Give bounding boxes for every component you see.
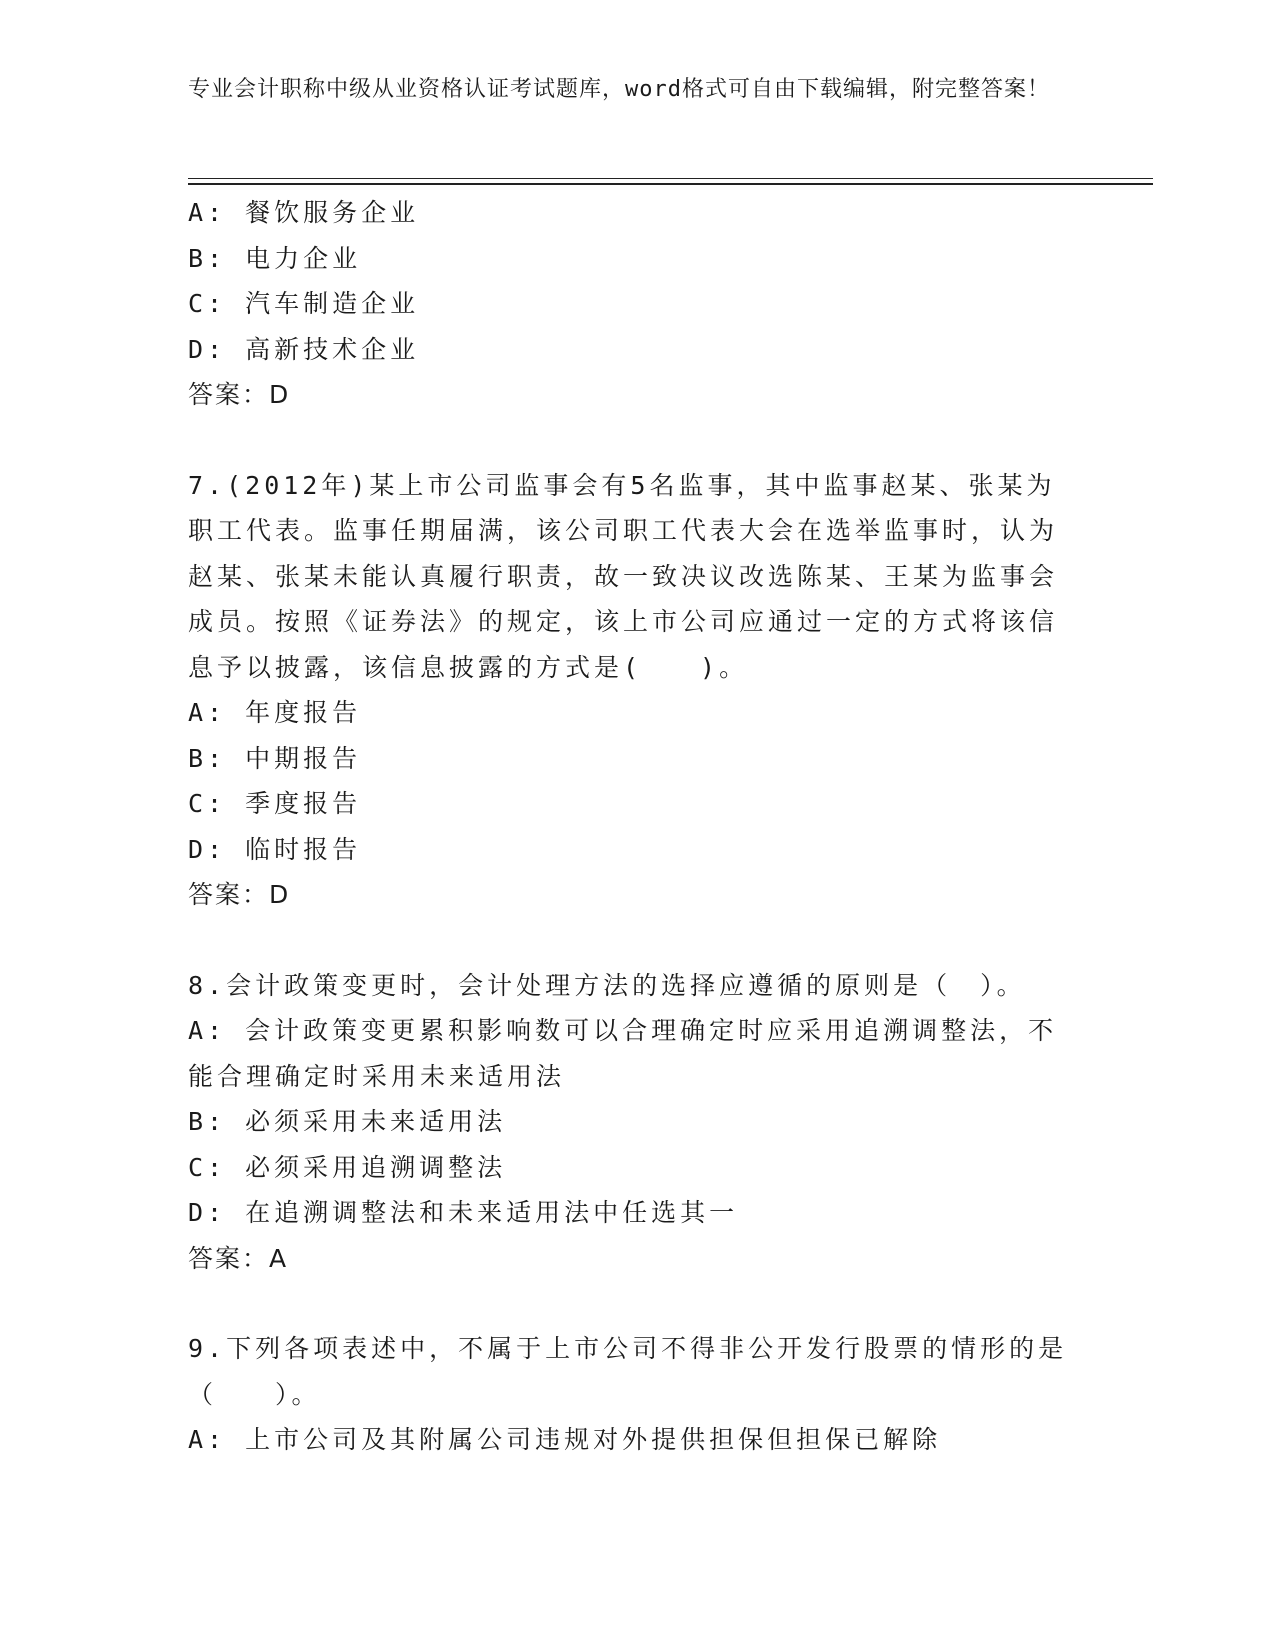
option-c: C: 季度报告 [188, 789, 362, 818]
header-divider-thick [188, 183, 1153, 185]
option-c: C: 汽车制造企业 [188, 289, 420, 318]
page-header: 专业会计职称中级从业资格认证考试题库，word格式可自由下载编辑，附完整答案！ [188, 77, 1050, 102]
question-block-9 [188, 1326, 1088, 1463]
header-divider-thin [188, 178, 1153, 179]
option-a: A: 上市公司及其附属公司违规对外提供担保但担保已解除 [188, 1425, 942, 1454]
option-a: A: 年度报告 [188, 698, 362, 727]
option-b: B: 中期报告 [188, 743, 362, 773]
option-d: D: 临时报告 [188, 834, 362, 864]
question-stem: 8.会计政策变更时，会计处理方法的选择应遵循的原则是（ ）。 [188, 970, 1026, 1000]
question-block-prev [188, 190, 1088, 418]
question-block-8 [188, 963, 1088, 1282]
question-content [188, 190, 1088, 1463]
question-stem: 9.下列各项表述中，不属于上市公司不得非公开发行股票的情形的是（ ）。 [188, 1334, 1068, 1409]
question-stem: 7.(2012年)某上市公司监事会有5名监事，其中监事赵某、张某为职工代表。监事任期届满，该公司职工代表大会在选举监事时，认为赵某、张某未能认真履行职责，故一致决议改选陈某、王某为监事会成员。按照《证券法》的规定，该上市公司应通过一定的方式将该信息予以披露，该信息披露的方式是( )。 [188, 470, 1059, 682]
answer: 答案：D [188, 880, 291, 909]
option-d: D: 高新技术企业 [188, 334, 420, 364]
option-d: D: 在追溯调整法和未来适用法中任选其一 [188, 1198, 739, 1227]
answer: 答案：D [188, 380, 291, 409]
option-b: B: 电力企业 [188, 243, 362, 273]
option-c: C: 必须采用追溯调整法 [188, 1152, 507, 1182]
option-a: A: 会计政策变更累积影响数可以合理确定时应采用追溯调整法，不能合理确定时采用未来适用法 [188, 1016, 1058, 1091]
option-a: A: 餐饮服务企业 [188, 198, 420, 227]
question-block-7 [188, 463, 1088, 918]
answer: 答案：A [188, 1243, 289, 1273]
option-b: B: 必须采用未来适用法 [188, 1107, 507, 1136]
